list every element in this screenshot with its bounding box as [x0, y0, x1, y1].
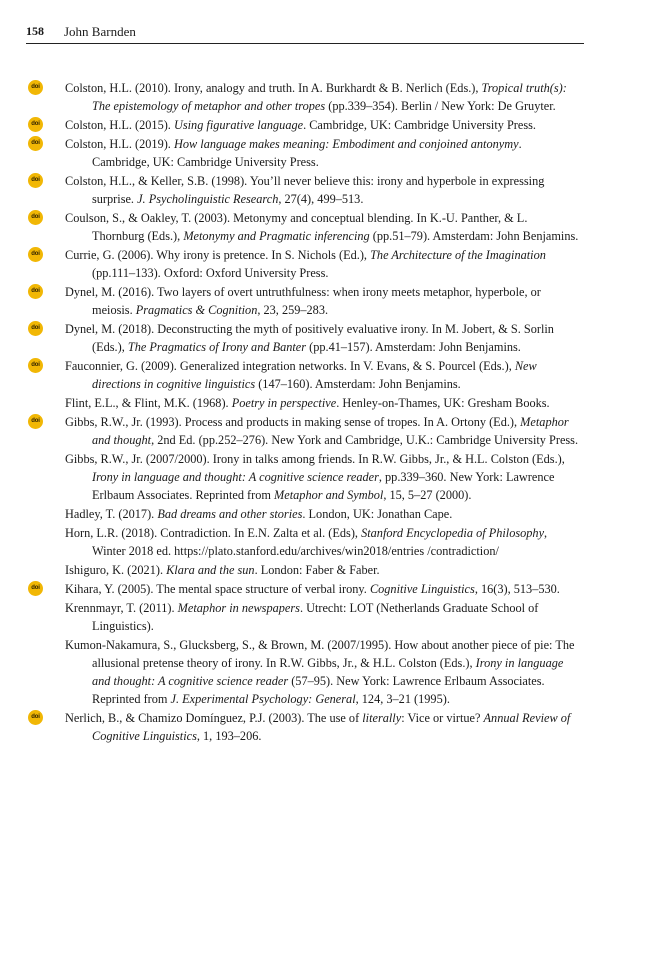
reference-title: The Pragmatics of Irony and Banter: [127, 340, 307, 354]
reference-segment: : Vice or virtue?: [401, 711, 484, 725]
reference-segment: . London, UK: Jonathan Cape.: [302, 507, 453, 521]
reference-segment: . Cambridge, UK: Cambridge University Press.: [92, 137, 522, 169]
reference-segment: , pp.339–360. New York: Lawrence Erlbaum Associates. Reprinted from: [92, 470, 555, 502]
doi-icon[interactable]: doi: [28, 80, 43, 95]
reference-list: [0, 79, 650, 746]
reference-entry: [0, 172, 650, 208]
reference-segment: Flint, E.L., & Flint, M.K. (1968).: [65, 396, 232, 410]
reference-title: J. Experimental Psychology: General: [170, 692, 356, 706]
reference-segment: Horn, L.R. (2018). Contradiction. In E.N. Zalta et al. (Eds),: [65, 526, 362, 540]
reference-title: Metaphor and Symbol: [274, 488, 384, 502]
page-number: 158: [26, 24, 44, 38]
reference-entry: [0, 450, 650, 504]
reference-segment: Currie, G. (2006). Why irony is pretence. In S. Nichols (Ed.),: [65, 248, 371, 262]
reference-segment: Ishiguro, K. (2021).: [65, 563, 167, 577]
reference-segment: Hadley, T. (2017).: [65, 507, 158, 521]
reference-text: [65, 320, 582, 356]
reference-segment: Colston, H.L. (2015).: [65, 118, 174, 132]
reference-segment: , 1, 193–206.: [196, 729, 262, 743]
reference-title: Annual Review of Cognitive Linguistics: [92, 711, 571, 743]
reference-entry: [0, 709, 650, 745]
reference-segment: Coulson, S., & Oakley, T. (2003). Metonymy and conceptual blending. In K.-U. Panther, & L. Thornburg (Eds.),: [65, 211, 528, 243]
reference-text: [65, 413, 582, 449]
reference-entry: [0, 636, 650, 708]
reference-segment: Colston, H.L. (2010). Irony, analogy and truth. In A. Burkhardt & B. Nerlich (Eds.),: [65, 81, 482, 95]
reference-text: [65, 172, 582, 208]
reference-title: literally: [362, 711, 402, 725]
reference-title: New directions in cognitive linguistics: [92, 359, 537, 391]
reference-entry: [0, 135, 650, 171]
reference-entry: [0, 283, 650, 319]
reference-title: Cognitive Linguistics: [369, 582, 475, 596]
reference-text: [65, 116, 582, 134]
doi-icon[interactable]: doi: [28, 321, 43, 336]
reference-segment: , Winter 2018 ed. https://plato.stanford.edu/archives/win2018/entries /contradiction/: [92, 526, 548, 558]
reference-segment: (pp.339–354). Berlin / New York: De Gruyter.: [325, 99, 556, 113]
reference-title: Stanford Encyclopedia of Philosophy: [361, 526, 545, 540]
reference-segment: Dynel, M. (2016). Two layers of overt untruthfulness: when irony meets metaphor, hyperbole, or meiosis.: [65, 285, 541, 317]
reference-title: Irony in language and thought: A cognitive science reader: [92, 470, 379, 484]
reference-title: Metaphor in newspapers: [177, 601, 300, 615]
reference-title: Metonymy and Pragmatic inferencing: [183, 229, 370, 243]
reference-title: Irony in language and thought: A cognitive science reader: [92, 656, 564, 688]
reference-segment: , 16(3), 513–530.: [474, 582, 560, 596]
reference-segment: (pp.111–133). Oxford: Oxford University Press.: [92, 266, 329, 280]
reference-title: Poetry in perspective: [231, 396, 337, 410]
reference-title: J. Psycholinguistic Research: [137, 192, 279, 206]
reference-segment: , 2nd Ed. (pp.252–276). New York and Cambridge, U.K.: Cambridge University Press.: [151, 433, 579, 447]
doi-icon[interactable]: doi: [28, 173, 43, 188]
doi-icon[interactable]: doi: [28, 210, 43, 225]
reference-entry: [0, 320, 650, 356]
reference-segment: , 124, 3–21 (1995).: [355, 692, 450, 706]
reference-title: Klara and the sun: [166, 563, 255, 577]
reference-entry: [0, 79, 650, 115]
reference-text: [65, 709, 582, 745]
reference-title: Tropical truth(s): The epistemology of metaphor and other tropes: [92, 81, 567, 113]
reference-entry: [0, 394, 650, 412]
reference-segment: . London: Faber & Faber.: [254, 563, 380, 577]
reference-text: [65, 394, 582, 412]
reference-segment: . Utrecht: LOT (Netherlands Graduate School of Linguistics).: [92, 601, 539, 633]
reference-entry: [0, 209, 650, 245]
reference-text: [65, 135, 582, 171]
reference-entry: [0, 561, 650, 579]
reference-text: [65, 580, 582, 598]
reference-segment: . Cambridge, UK: Cambridge University Press.: [303, 118, 537, 132]
reference-title: The Architecture of the Imagination: [370, 248, 546, 262]
reference-segment: Gibbs, R.W., Jr. (1993). Process and products in making sense of tropes. In A. Ortony (Ed.),: [65, 415, 521, 429]
reference-entry: [0, 505, 650, 523]
reference-text: [65, 357, 582, 393]
doi-icon[interactable]: doi: [28, 247, 43, 262]
reference-title: Pragmatics & Cognition: [135, 303, 258, 317]
reference-text: [65, 524, 582, 560]
reference-entry: [0, 580, 650, 598]
doi-icon[interactable]: doi: [28, 358, 43, 373]
reference-title: Metaphor and thought: [92, 415, 569, 447]
reference-title: Using figurative language: [173, 118, 304, 132]
reference-entry: [0, 246, 650, 282]
reference-segment: Fauconnier, G. (2009). Generalized integration networks. In V. Evans, & S. Pourcel (Eds.),: [65, 359, 515, 373]
doi-icon[interactable]: doi: [28, 414, 43, 429]
reference-entry: [0, 599, 650, 635]
running-head: John Barnden: [64, 24, 136, 39]
reference-segment: (147–160). Amsterdam: John Benjamins.: [255, 377, 461, 391]
reference-segment: Krennmayr, T. (2011).: [65, 601, 178, 615]
doi-icon[interactable]: doi: [28, 581, 43, 596]
reference-text: [65, 450, 582, 504]
reference-segment: , 15, 5–27 (2000).: [383, 488, 472, 502]
reference-text: [65, 599, 582, 635]
reference-text: [65, 561, 582, 579]
reference-segment: . Henley-on-Thames, UK: Gresham Books.: [336, 396, 550, 410]
reference-segment: Kihara, Y. (2005). The mental space structure of verbal irony.: [65, 582, 370, 596]
reference-entry: [0, 524, 650, 560]
doi-icon[interactable]: doi: [28, 117, 43, 132]
reference-title: Bad dreams and other stories: [157, 507, 303, 521]
page-header: [26, 24, 584, 44]
reference-text: [65, 283, 582, 319]
reference-text: [65, 636, 582, 708]
doi-icon[interactable]: doi: [28, 136, 43, 151]
reference-text: [65, 246, 582, 282]
doi-icon[interactable]: doi: [28, 710, 43, 725]
reference-entry: [0, 357, 650, 393]
reference-segment: (57–95). New York: Lawrence Erlbaum Associates. Reprinted from: [92, 674, 545, 706]
reference-text: [65, 505, 582, 523]
reference-entry: [0, 116, 650, 134]
reference-title: How language makes meaning: Embodiment and conjoined antonymy: [173, 137, 519, 151]
reference-segment: (pp.41–157). Amsterdam: John Benjamins.: [306, 340, 521, 354]
reference-segment: Nerlich, B., & Chamizo Domínguez, P.J. (2003). The use of: [65, 711, 363, 725]
doi-icon[interactable]: doi: [28, 284, 43, 299]
reference-segment: Gibbs, R.W., Jr. (2007/2000). Irony in talks among friends. In R.W. Gibbs, Jr., & H.L. Colston (Eds.),: [65, 452, 565, 466]
reference-segment: Colston, H.L., & Keller, S.B. (1998). You’ll never believe this: irony and hyperbole in expressing surprise.: [65, 174, 545, 206]
reference-segment: Dynel, M. (2018). Deconstructing the myth of positively evaluative irony. In M. Jobert, & S. Sorlin (Eds.),: [65, 322, 554, 354]
reference-segment: (pp.51–79). Amsterdam: John Benjamins.: [369, 229, 579, 243]
reference-segment: , 27(4), 499–513.: [278, 192, 364, 206]
reference-text: [65, 209, 582, 245]
reference-entry: [0, 413, 650, 449]
reference-text: [65, 79, 582, 115]
reference-segment: , 23, 259–283.: [257, 303, 329, 317]
reference-segment: Kumon-Nakamura, S., Glucksberg, S., & Brown, M. (2007/1995). How about another piece of pie: The allusional pretense theory of irony. In R.W. Gibbs, Jr., & H.L. Colston (Eds.),: [65, 638, 575, 670]
reference-segment: Colston, H.L. (2019).: [65, 137, 174, 151]
